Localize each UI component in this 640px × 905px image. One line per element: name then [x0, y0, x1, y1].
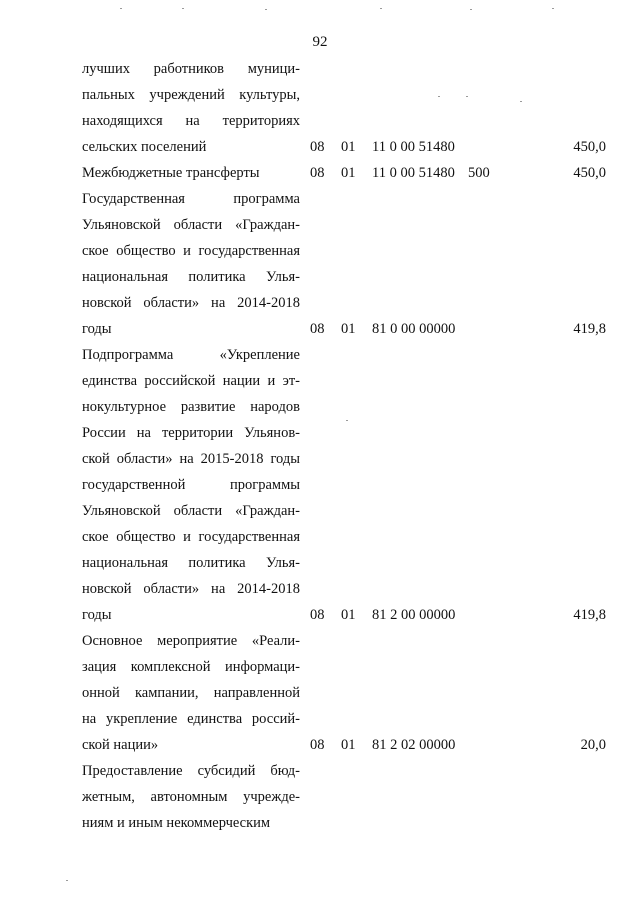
row-description: [82, 160, 300, 186]
scan-speck: [552, 8, 554, 9]
description-line: ское общество и государственная: [82, 529, 300, 545]
description-line: зация комплексной информаци-: [82, 659, 300, 675]
pr-cell: 01: [341, 607, 356, 623]
scan-speck: [466, 96, 468, 97]
description-line: на укрепление единства россий-: [82, 711, 300, 727]
row-description: [82, 628, 300, 758]
vr-cell: 500: [468, 165, 490, 181]
description-line: новской области» на 2014-2018: [82, 295, 300, 311]
pr-cell: 01: [341, 737, 356, 753]
rz-cell: 08: [310, 737, 325, 753]
description-line: пальных учреждений культуры,: [82, 87, 300, 103]
description-line: государственной программы: [82, 477, 300, 493]
rz-cell: 08: [310, 321, 325, 337]
sum-cell: 419,8: [573, 321, 606, 337]
description-line: Государственная программа: [82, 191, 300, 207]
pr-cell: 01: [341, 165, 356, 181]
scan-speck: [346, 420, 348, 421]
scan-speck: [520, 101, 522, 102]
description-line: годы: [82, 607, 112, 623]
csr-cell: 81 2 00 00000: [372, 607, 456, 623]
description-line: находящихся на территориях: [82, 113, 300, 129]
description-line: лучших работников муници-: [82, 61, 300, 77]
description-line: нокультурное развитие народов: [82, 399, 300, 415]
scan-speck: [438, 96, 440, 97]
description-line: жетным, автономным учрежде-: [82, 789, 300, 805]
description-line: ниям и иным некоммерческим: [82, 815, 271, 831]
row-description: [82, 342, 300, 628]
description-line: Ульяновской области «Граждан-: [82, 217, 300, 233]
description-line: ской нации»: [82, 737, 159, 753]
row-description: [82, 758, 300, 836]
description-line: сельских поселений: [82, 139, 207, 155]
description-line: ское общество и государственная: [82, 243, 300, 259]
description-line: годы: [82, 321, 112, 337]
sum-cell: 450,0: [573, 165, 606, 181]
description-line: Подпрограмма «Укрепление: [82, 347, 300, 363]
page-number: 92: [312, 34, 328, 50]
description-line: ской области» на 2015-2018 годы: [82, 451, 300, 467]
description-line: новской области» на 2014-2018: [82, 581, 300, 597]
description-line: национальная политика Улья-: [82, 269, 300, 285]
description-line: Основное мероприятие «Реали-: [82, 633, 300, 649]
csr-cell: 81 2 02 00000: [372, 737, 456, 753]
scan-speck: [380, 8, 382, 9]
rz-cell: 08: [310, 607, 325, 623]
row-description: [82, 56, 300, 160]
scan-speck: [182, 8, 184, 9]
csr-cell: 11 0 00 51480: [372, 139, 455, 155]
csr-cell: 81 0 00 00000: [372, 321, 456, 337]
description-line: Ульяновской области «Граждан-: [82, 503, 300, 519]
pr-cell: 01: [341, 139, 356, 155]
description-line: онной кампании, направленной: [82, 685, 300, 701]
rz-cell: 08: [310, 165, 325, 181]
scan-speck: [120, 8, 122, 9]
description-line: России на территории Ульянов-: [82, 425, 300, 441]
description-line: национальная политика Улья-: [82, 555, 300, 571]
sum-cell: 450,0: [573, 139, 606, 155]
rz-cell: 08: [310, 139, 325, 155]
description-line: Межбюджетные трансферты: [82, 165, 260, 181]
scan-speck: [265, 9, 267, 10]
csr-cell: 11 0 00 51480: [372, 165, 455, 181]
pr-cell: 01: [341, 321, 356, 337]
description-line: Предоставление субсидий бюд-: [82, 763, 300, 779]
scan-speck: [470, 9, 472, 10]
sum-cell: 20,0: [580, 737, 606, 753]
description-line: единства российской нации и эт-: [82, 373, 300, 389]
scan-speck: [66, 880, 68, 881]
sum-cell: 419,8: [573, 607, 606, 623]
row-description: [82, 186, 300, 342]
